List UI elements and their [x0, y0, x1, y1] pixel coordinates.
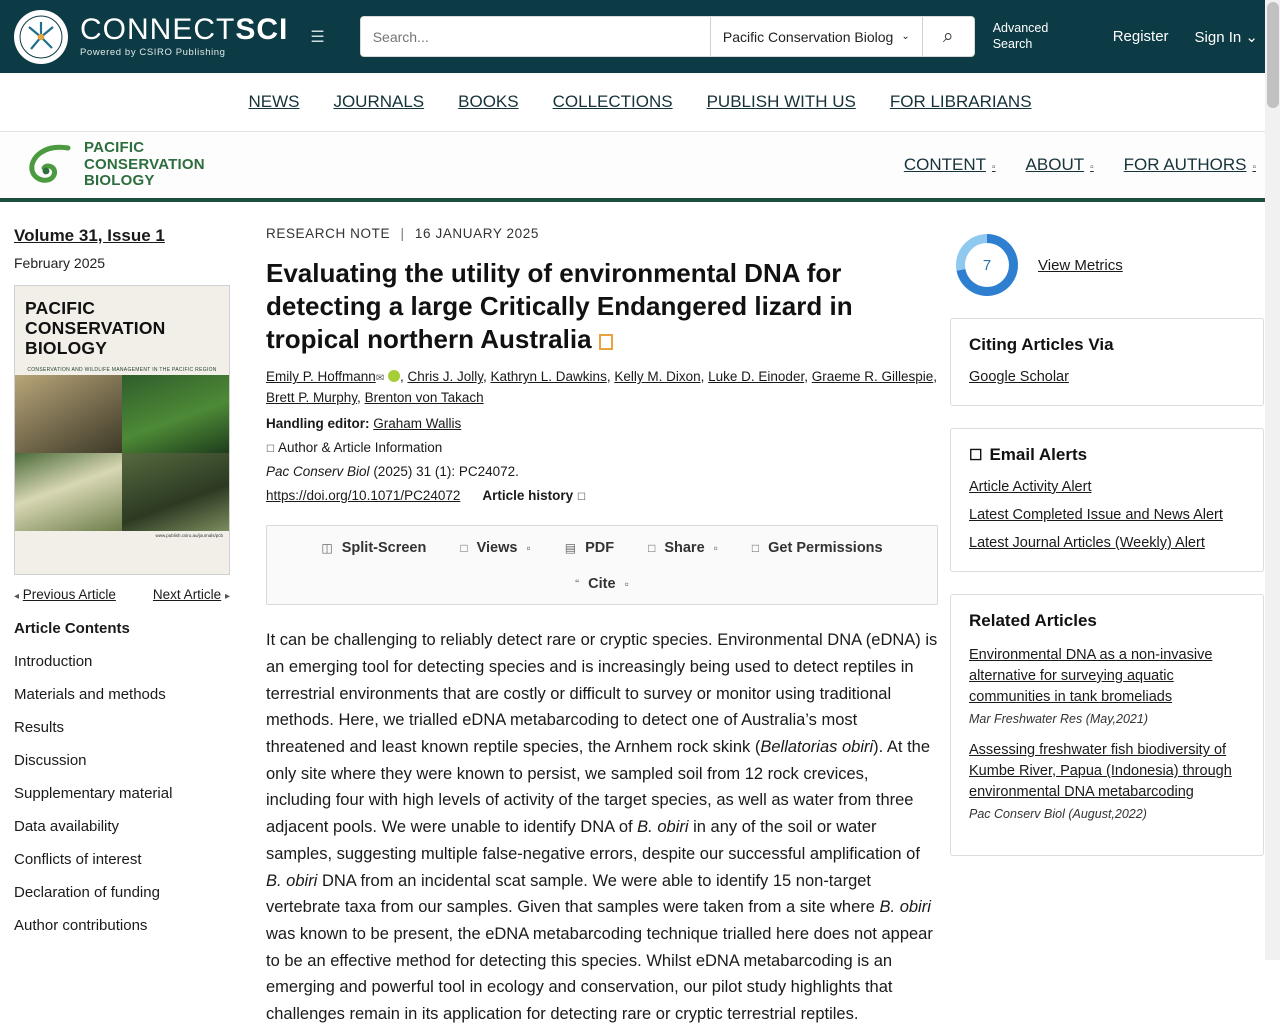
next-article-link[interactable] [153, 587, 230, 602]
pdf-button[interactable] [565, 540, 614, 556]
chevron-right-icon: ▸ [224, 591, 230, 602]
article-history-toggle[interactable] [482, 488, 586, 503]
list-item [969, 740, 1245, 821]
cite-label: Cite [588, 576, 616, 593]
contents-item-introduction[interactable]: Introduction [14, 653, 93, 670]
journal-nav-about-label: ABOUT [1025, 155, 1085, 174]
chevron-down-icon: ▫ [713, 541, 718, 556]
email-icon[interactable]: ✉ [375, 373, 385, 385]
cover-photo-flowers [15, 453, 122, 531]
plus-box-icon: ☐ [576, 492, 586, 504]
logo-mark-icon [14, 10, 68, 64]
signin-link[interactable] [1195, 28, 1258, 46]
views-label: Views [476, 540, 518, 557]
chevron-down-icon: ▫ [1252, 162, 1256, 173]
separator: | [400, 226, 405, 241]
abstract-part: was known to be present, the eDNA metabarcoding technique trialled here does not appear to be an effective method for detecting this species. Whilst eDNA metabarcoding is an emerging and powerful tool in ecology and conservation, our pilot study highlights that challenges remain in its application for detecting rare or cryptic terrestrial reptiles. [266, 925, 933, 1024]
related-article-source: Pac Conserv Biol (August,2022) [969, 807, 1147, 822]
views-icon: □ [460, 541, 468, 556]
journal-nav-about[interactable] [1026, 155, 1094, 175]
author-link[interactable]: Emily P. Hoffmann [266, 369, 376, 385]
citing-articles-title: Citing Articles Via [969, 335, 1114, 354]
get-permissions-button[interactable] [752, 540, 883, 556]
cover-photo-fern [122, 375, 229, 453]
contents-item-conflicts-of-interest[interactable]: Conflicts of interest [14, 851, 142, 868]
search-scope-select[interactable] [710, 17, 922, 56]
altmetric-block [956, 234, 1264, 296]
journal-nav-content-label: CONTENT [903, 155, 986, 174]
nav-item-books[interactable]: BOOKS [458, 92, 519, 111]
cover-strapline: CONSERVATION AND WILDLIFE MANAGEMENT IN THE PACIFIC REGION [15, 364, 229, 375]
abstract-species-name: B. obiri [266, 871, 318, 890]
next-article-label[interactable]: Next Article [152, 587, 222, 602]
author-link[interactable]: Luke D. Einoder [708, 369, 805, 385]
related-article-link[interactable]: Assessing freshwater fish biodiversity of Kumbe River, Papua (Indonesia) through environmental DNA metabarcoding [969, 742, 1232, 801]
author-link[interactable]: Kathryn L. Dawkins [490, 369, 607, 385]
handling-editor [266, 416, 938, 431]
article-contents-list [14, 645, 230, 942]
signin-label: Sign In [1194, 28, 1242, 46]
issue-cover-image[interactable] [14, 285, 230, 575]
related-article-link[interactable]: Environmental DNA as a non-invasive alternative for surveying aquatic communities in tank bromeliads [969, 647, 1213, 706]
sidebar [0, 218, 250, 1028]
journal-title-line1: PACIFIC [84, 138, 145, 156]
cover-photo-parrot [122, 453, 229, 531]
views-button[interactable] [460, 540, 530, 556]
altmetric-score: 7 [965, 243, 1009, 287]
article-type-line [266, 226, 938, 241]
contents-item-results[interactable]: Results [14, 719, 65, 736]
email-alerts-title [969, 445, 1245, 465]
chevron-down-icon: ▫ [992, 162, 996, 173]
abstract-part: in any of the soil or water samples, suggesting multiple false-negative errors, despite our successful amplification of [266, 818, 920, 863]
abstract-species-name: Bellatorias obiri [760, 737, 874, 756]
orcid-icon[interactable] [388, 370, 400, 382]
journal-title-line2: CONSERVATION [84, 155, 205, 173]
abstract-part: It can be challenging to reliably detect rare or cryptic species. Environmental DNA (eDNA) is an emerging tool for detecting species and is increasingly being used to detect reptiles in terrestrial environments that are costly or difficult to survey or monitor using traditional methods. Here, we trialled eDNA metabarcoding to detect one of Australia’s most threatened and least known reptile species, the Arnhem rock skink ( [266, 631, 938, 756]
permissions-icon: □ [751, 541, 760, 556]
bell-icon: ☐ [969, 447, 983, 464]
article-date: 16 JANUARY 2025 [414, 226, 539, 241]
share-icon: □ [648, 541, 656, 556]
author-link[interactable]: Chris J. Jolly [407, 369, 483, 385]
alert-latest-journal-articles[interactable]: Latest Journal Articles (Weekly) Alert [969, 535, 1205, 551]
split-screen-label: Split-Screen [341, 540, 427, 557]
contents-item-supplementary-material[interactable]: Supplementary material [14, 785, 173, 802]
advanced-search-link[interactable]: Advanced Search [992, 20, 1049, 51]
abstract-species-name: B. obiri [637, 818, 689, 837]
author-link[interactable]: Graeme R. Gillespie [811, 369, 934, 385]
journal-nav-for-authors[interactable] [1124, 155, 1256, 175]
page-body [0, 202, 1280, 1028]
share-button[interactable] [648, 540, 718, 556]
pdf-label: PDF [585, 540, 615, 557]
author-link[interactable]: Brett P. Murphy [266, 390, 358, 406]
author-article-information-label: Author & Article Information [277, 440, 443, 456]
search-icon: ⌕ [942, 25, 954, 47]
previous-article-link[interactable] [14, 587, 116, 602]
page-scrollbar[interactable] [1265, 0, 1280, 960]
journal-navigation [904, 155, 1256, 175]
nav-item-journals[interactable]: JOURNALS [333, 92, 425, 111]
cover-line3: BIOLOGY [25, 338, 108, 359]
citation-detail: (2025) 31 (1): PC24072. [373, 464, 519, 480]
related-articles-panel [950, 594, 1264, 856]
right-rail [950, 218, 1280, 1028]
logo-text-connect: CONNECT [80, 13, 236, 47]
chevron-down-icon: ▫ [1090, 162, 1094, 173]
pdf-icon: ▤ [564, 541, 577, 556]
alert-article-activity[interactable]: Article Activity Alert [969, 479, 1092, 495]
register-link[interactable]: Register [1112, 28, 1169, 45]
split-screen-button[interactable] [321, 540, 426, 556]
journal-header [0, 132, 1280, 202]
citing-articles-panel [950, 318, 1264, 406]
citation-line [266, 464, 938, 479]
issue-date: February 2025 [14, 255, 106, 271]
doi-link[interactable]: https://doi.org/10.1071/PC24072 [266, 488, 461, 504]
article-main [250, 218, 950, 1028]
journal-nav-for-authors-label: FOR AUTHORS [1123, 155, 1247, 174]
page-title [266, 257, 938, 355]
author-article-information[interactable] [266, 440, 938, 455]
contents-item-author-contributions[interactable]: Author contributions [14, 917, 148, 934]
search-group [360, 16, 975, 57]
doi-line [266, 488, 938, 503]
handling-editor-name[interactable]: Graham Wallis [373, 416, 462, 432]
contents-item-discussion[interactable]: Discussion [14, 752, 87, 769]
split-screen-icon: ◫ [321, 541, 333, 556]
email-alerts-title-text: Email Alerts [989, 445, 1088, 464]
menu-icon[interactable]: ☰ [310, 28, 325, 46]
journal-title-line3: BIOLOGY [84, 172, 155, 190]
previous-article-label[interactable]: Previous Article [22, 587, 116, 602]
share-label: Share [664, 540, 705, 557]
site-header [0, 0, 1280, 73]
logo-text-sci: SCI [235, 13, 289, 47]
handling-editor-label: Handling editor: [266, 416, 370, 432]
contents-item-declaration-of-funding[interactable]: Declaration of funding [14, 884, 160, 901]
abstract-text [266, 627, 938, 1028]
chevron-down-icon: ⌄ [901, 31, 910, 42]
chevron-down-icon: ▫ [526, 541, 531, 556]
list-item [969, 645, 1245, 726]
author-link[interactable]: Brenton von Takach [364, 390, 484, 406]
cite-button[interactable] [575, 576, 629, 592]
email-alerts-panel [950, 428, 1264, 572]
abstract-part: ). At the only site where they were known to persist, we sampled soil from 12 rock crevices, including four with high levels of activity of the target species, as well as water from three adjacent pools. We were unable to identify DNA of [266, 737, 931, 837]
journal-nav-content[interactable] [904, 155, 996, 175]
cover-photo-turtle [15, 375, 122, 453]
chevron-down-icon: ▫ [624, 577, 629, 592]
open-access-icon [599, 334, 613, 350]
cover-photo-grid [15, 375, 229, 531]
issue-link[interactable]: Volume 31, Issue 1 [14, 226, 165, 245]
nav-item-for-librarians[interactable]: FOR LIBRARIANS [889, 92, 1032, 111]
cover-line2: CONSERVATION [25, 318, 166, 339]
author-link[interactable]: Kelly M. Dixon [614, 369, 701, 385]
get-permissions-label: Get Permissions [768, 540, 883, 557]
view-metrics-link[interactable]: View Metrics [1038, 256, 1123, 274]
account-links [1113, 28, 1266, 46]
fern-spiral-icon [24, 142, 74, 188]
contents-item-materials-and-methods[interactable]: Materials and methods [14, 686, 166, 703]
article-toolbar [266, 525, 938, 605]
article-history-label: Article history [482, 488, 574, 504]
abstract-part: DNA from an incidental scat sample. We were able to identify 15 non-target vertebrate taxa from our samples. Given that samples were taken from a site where [266, 871, 880, 917]
search-input[interactable] [361, 17, 710, 56]
abstract-species-name: B. obiri [879, 898, 931, 917]
author-list: Emily P. Hoffmann✉ , Chris J. Jolly, Kathryn L. Dawkins, Kelly M. Dixon, Luke D. Einoder, Graeme R. Gillespie, Brett P. Murphy, Brenton von Takach [266, 369, 938, 406]
quote-icon: “ [575, 577, 580, 592]
google-scholar-link[interactable]: Google Scholar [969, 369, 1069, 385]
nav-item-publish-with-us[interactable]: PUBLISH WITH US [706, 92, 856, 111]
nav-item-collections[interactable]: COLLECTIONS [552, 92, 673, 111]
article-title-text: Evaluating the utility of environmental DNA for detecting a large Critically Endangered lizard in tropical northern Australia [266, 258, 853, 354]
search-button[interactable] [922, 17, 974, 56]
article-pager [14, 587, 230, 602]
chevron-left-icon: ◂ [14, 591, 20, 602]
cover-line1: PACIFIC [25, 298, 96, 318]
nav-item-news[interactable]: NEWS [248, 92, 300, 111]
site-logo[interactable] [14, 10, 288, 64]
citation-journal: Pac Conserv Biol [266, 464, 370, 480]
altmetric-donut[interactable] [956, 234, 1018, 296]
cover-footer-url: www.publish.csiro.au/journals/pcb [155, 533, 223, 539]
chevron-down-icon: ⌄ [1245, 28, 1258, 46]
logo-tagline: Powered by CSIRO Publishing [80, 47, 226, 59]
related-articles-title: Related Articles [969, 611, 1097, 630]
plus-box-icon: ☐ [266, 444, 275, 456]
alert-latest-completed-issue[interactable]: Latest Completed Issue and News Alert [969, 507, 1223, 523]
article-contents-title: Article Contents [14, 620, 130, 637]
journal-logo[interactable] [24, 140, 205, 190]
related-article-source: Mar Freshwater Res (May,2021) [969, 712, 1148, 727]
contents-item-data-availability[interactable]: Data availability [14, 818, 120, 835]
article-type: RESEARCH NOTE [266, 226, 391, 241]
main-navigation [0, 73, 1280, 132]
scrollbar-thumb[interactable] [1267, 2, 1279, 108]
search-scope-value: Pacific Conservation Biolog [722, 28, 894, 45]
